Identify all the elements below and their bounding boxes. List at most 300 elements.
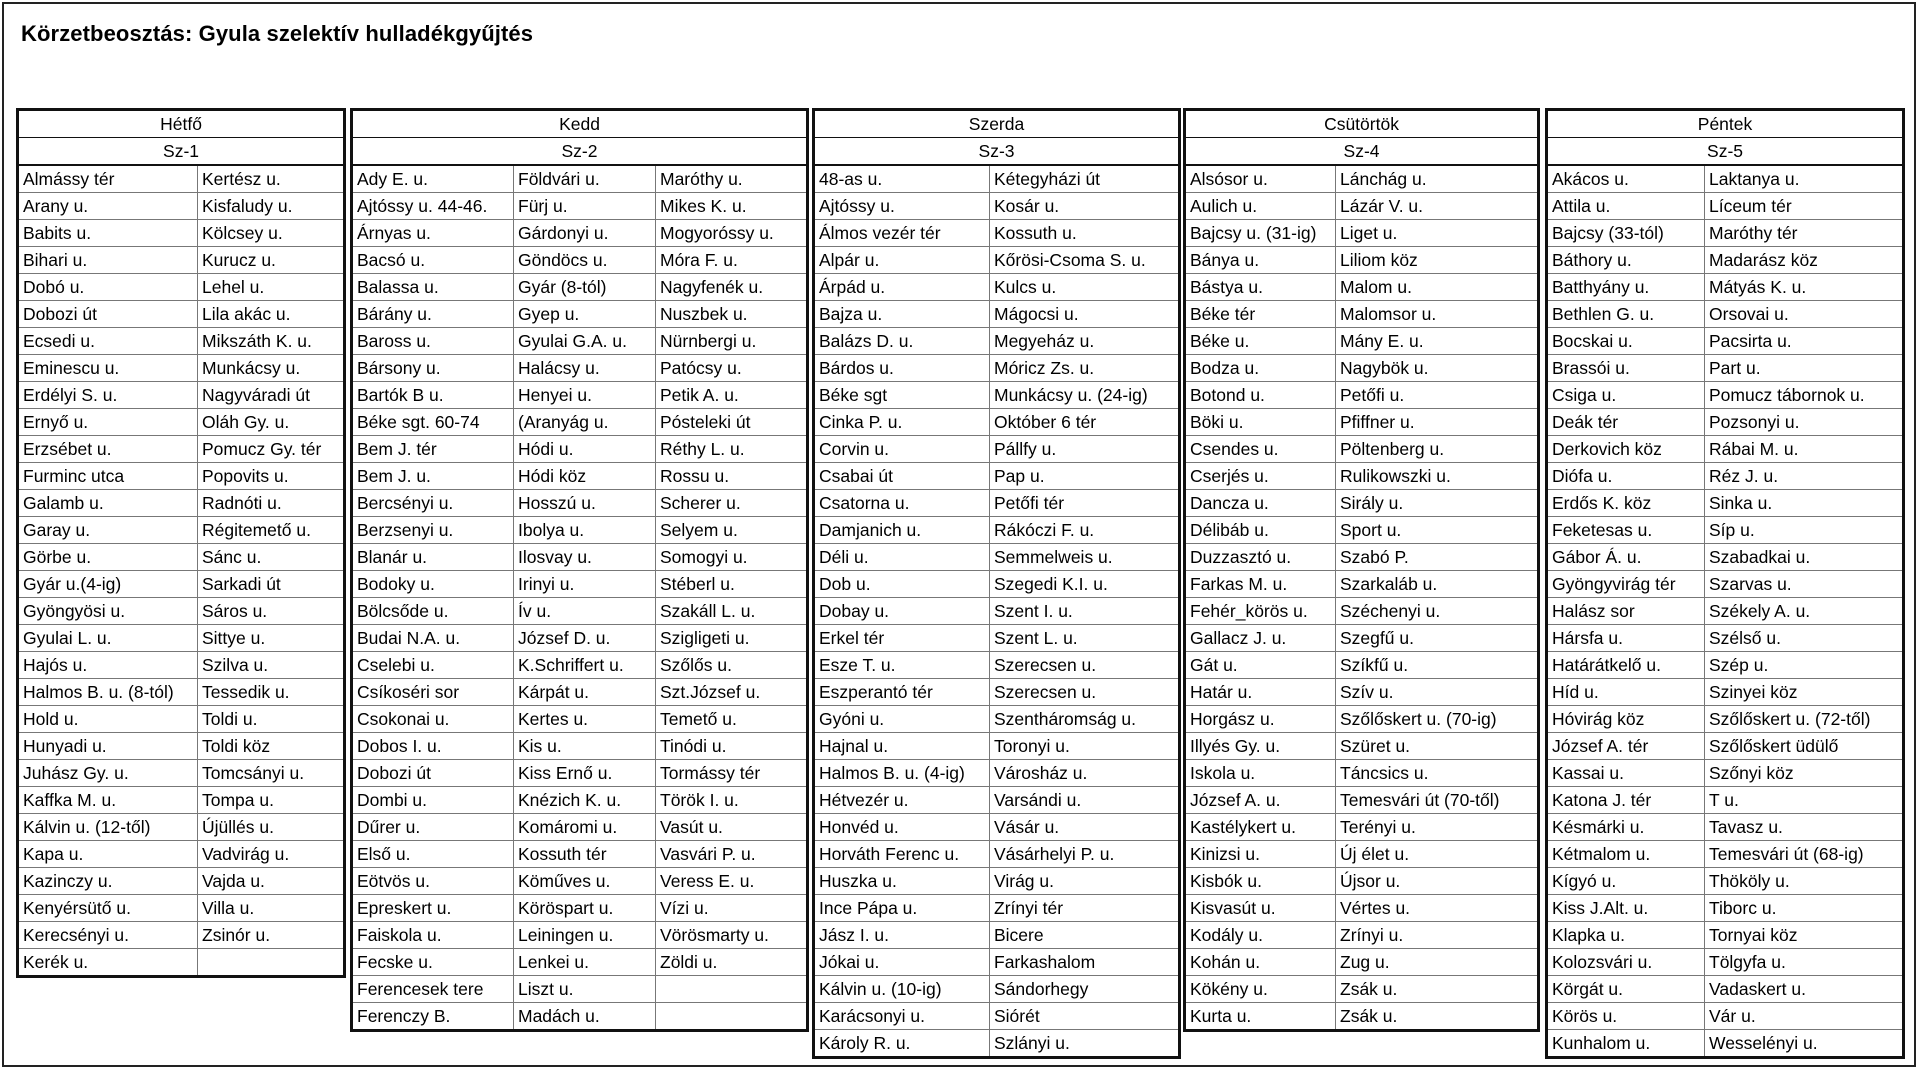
street-row [18,220,345,247]
street-cell: Honvéd u. [814,814,990,841]
street-row [1185,571,1539,598]
street-cell: Selyem u. [656,517,808,544]
street-row [1547,490,1904,517]
street-cell: Zsinór u. [198,922,345,949]
street-cell: Kiss J.Alt. u. [1547,895,1705,922]
street-row [1547,706,1904,733]
street-cell: Bocskai u. [1547,328,1705,355]
street-row [352,1003,808,1031]
street-row [18,814,345,841]
street-row [814,949,1180,976]
street-cell: Hársfa u. [1547,625,1705,652]
street-cell: Kígyó u. [1547,868,1705,895]
street-cell: Szőlőskert u. (70-ig) [1336,706,1539,733]
street-cell: Déli u. [814,544,990,571]
street-cell: Kinizsi u. [1185,841,1336,868]
day-header: Hétfő [18,110,345,138]
street-cell: Kárpát u. [514,679,656,706]
street-cell: Hosszú u. [514,490,656,517]
street-row [1547,976,1904,1003]
street-cell: Temesvári út (68-ig) [1705,841,1904,868]
street-cell: Csendes u. [1185,436,1336,463]
street-cell: Tornyai köz [1705,922,1904,949]
street-row [1547,301,1904,328]
day-table-hetfo [16,108,346,978]
street-row [1185,625,1539,652]
street-cell: Csiga u. [1547,382,1705,409]
street-cell: Kálvin u. (10-ig) [814,976,990,1003]
street-cell: Kossuth tér [514,841,656,868]
street-cell: Laktanya u. [1705,165,1904,193]
street-row [1547,895,1904,922]
street-cell: Temető u. [656,706,808,733]
street-cell: Madách u. [514,1003,656,1031]
street-cell: Kisbók u. [1185,868,1336,895]
street-row [352,787,808,814]
street-cell: Kulcs u. [990,274,1180,301]
street-row [814,301,1180,328]
street-cell: Juhász Gy. u. [18,760,198,787]
street-cell: Tormássy tér [656,760,808,787]
street-cell: Damjanich u. [814,517,990,544]
street-row [1547,463,1904,490]
street-row [18,625,345,652]
street-row [1547,247,1904,274]
street-row [814,976,1180,1003]
district-code: Sz-2 [352,138,808,166]
street-cell: Sinka u. [1705,490,1904,517]
street-cell: Lila akác u. [198,301,345,328]
street-cell: Dombi u. [352,787,514,814]
street-cell: Dobó u. [18,274,198,301]
street-cell: Mátyás K. u. [1705,274,1904,301]
street-row [1185,814,1539,841]
street-row [1185,490,1539,517]
street-row [18,841,345,868]
street-cell: Feketesas u. [1547,517,1705,544]
street-cell: Kertes u. [514,706,656,733]
street-cell: Huszka u. [814,868,990,895]
street-row [814,733,1180,760]
street-cell: Rossu u. [656,463,808,490]
street-cell: Dobozi út [352,760,514,787]
street-cell: Mány E. u. [1336,328,1539,355]
street-cell: Csokonai u. [352,706,514,733]
street-cell: Bárdos u. [814,355,990,382]
street-cell: Zöldi u. [656,949,808,976]
street-cell: Tölgyfa u. [1705,949,1904,976]
street-cell: Eszperantó tér [814,679,990,706]
street-cell: Lázár V. u. [1336,193,1539,220]
street-cell: Vértes u. [1336,895,1539,922]
street-row [1547,679,1904,706]
street-cell: József A. tér [1547,733,1705,760]
street-cell: Sarkadi út [198,571,345,598]
street-cell: Kurucz u. [198,247,345,274]
street-cell: Hold u. [18,706,198,733]
street-cell: Orsovai u. [1705,301,1904,328]
street-row [1185,463,1539,490]
street-cell: Cinka P. u. [814,409,990,436]
street-cell: Zsák u. [1336,976,1539,1003]
street-cell: Attila u. [1547,193,1705,220]
street-cell: K.Schriffert u. [514,652,656,679]
street-row [1547,355,1904,382]
street-row [814,652,1180,679]
street-cell: Báthory u. [1547,247,1705,274]
street-cell: Kohán u. [1185,949,1336,976]
street-cell: Csatorna u. [814,490,990,517]
street-row [352,760,808,787]
street-row [814,165,1180,193]
street-row [1185,1003,1539,1031]
street-row [18,409,345,436]
street-row [1185,679,1539,706]
street-cell: Tiborc u. [1705,895,1904,922]
street-cell [198,949,345,977]
street-cell: Kolozsvári u. [1547,949,1705,976]
street-cell: Fecske u. [352,949,514,976]
street-cell: Vásárhelyi P. u. [990,841,1180,868]
street-row [1185,544,1539,571]
street-cell: Szép u. [1705,652,1904,679]
street-row [814,328,1180,355]
day-header: Péntek [1547,110,1904,138]
street-cell: Horváth Ferenc u. [814,841,990,868]
street-row [18,760,345,787]
day-table-szerda [812,108,1181,1059]
street-cell: Kerecsényi u. [18,922,198,949]
street-cell: Göndöcs u. [514,247,656,274]
street-row [18,571,345,598]
street-cell: Hódi köz [514,463,656,490]
street-cell: Újsor u. [1336,868,1539,895]
street-row [1185,355,1539,382]
day-header: Szerda [814,110,1180,138]
street-cell: Baross u. [352,328,514,355]
street-cell: Határ u. [1185,679,1336,706]
street-cell: Vízi u. [656,895,808,922]
street-cell: Derkovich köz [1547,436,1705,463]
street-row [1185,976,1539,1003]
street-row [1185,193,1539,220]
street-cell: Ferencesek tere [352,976,514,1003]
street-cell: Blanár u. [352,544,514,571]
day-table-csutortok [1183,108,1540,1032]
street-row [18,895,345,922]
street-cell: Ady E. u. [352,165,514,193]
street-row [1547,382,1904,409]
day-table-pentek [1545,108,1905,1059]
street-cell: Ív u. [514,598,656,625]
street-cell: Galamb u. [18,490,198,517]
street-cell: Kálvin u. (12-től) [18,814,198,841]
street-row [352,463,808,490]
street-cell: Bacsó u. [352,247,514,274]
street-cell: Tinódi u. [656,733,808,760]
street-row [352,220,808,247]
street-row [352,733,808,760]
street-row [352,193,808,220]
street-cell: Mikszáth K. u. [198,328,345,355]
street-row [352,165,808,193]
street-cell: Popovits u. [198,463,345,490]
street-cell: Stéberl u. [656,571,808,598]
street-cell: (Aranyág u. [514,409,656,436]
street-row [352,652,808,679]
street-row [352,598,808,625]
street-cell: Szerecsen u. [990,679,1180,706]
street-row [1185,760,1539,787]
street-cell: Szabó P. [1336,544,1539,571]
street-cell: Délibáb u. [1185,517,1336,544]
street-row [18,328,345,355]
street-cell: Béke u. [1185,328,1336,355]
street-row [1547,409,1904,436]
street-cell: Bástya u. [1185,274,1336,301]
street-row [814,868,1180,895]
street-cell: Nagyváradi út [198,382,345,409]
street-cell: Cserjés u. [1185,463,1336,490]
street-cell: Dobozi út [18,301,198,328]
street-row [1547,544,1904,571]
street-row [18,490,345,517]
street-cell: Vadaskert u. [1705,976,1904,1003]
street-cell: Bársony u. [352,355,514,382]
street-row [814,490,1180,517]
street-row [18,463,345,490]
street-cell: Jókai u. [814,949,990,976]
street-cell: Knézich K. u. [514,787,656,814]
street-cell: Munkácsy u. (24-ig) [990,382,1180,409]
street-cell: Malomsor u. [1336,301,1539,328]
street-cell: József A. u. [1185,787,1336,814]
street-cell: Tompa u. [198,787,345,814]
street-row [1185,787,1539,814]
street-cell: Szent I. u. [990,598,1180,625]
day-table-kedd [350,108,809,1032]
street-cell: Batthyány u. [1547,274,1705,301]
street-cell: Mogyoróssy u. [656,220,808,247]
street-cell: Veress E. u. [656,868,808,895]
street-cell: Halácsy u. [514,355,656,382]
street-cell: Villa u. [198,895,345,922]
street-row [1547,787,1904,814]
street-cell: Kisfaludy u. [198,193,345,220]
street-cell: Fehér_körös u. [1185,598,1336,625]
street-cell: Akácos u. [1547,165,1705,193]
street-row [18,247,345,274]
street-cell: Csabai út [814,463,990,490]
street-cell: Esze T. u. [814,652,990,679]
street-cell: Vasút u. [656,814,808,841]
street-cell: Henyei u. [514,382,656,409]
street-cell: Kétegyházi út [990,165,1180,193]
street-cell: Duzzasztó u. [1185,544,1336,571]
street-row [18,922,345,949]
street-cell: Hunyadi u. [18,733,198,760]
street-row [814,193,1180,220]
street-cell: Régitemető u. [198,517,345,544]
street-cell: Szilva u. [198,652,345,679]
street-cell: Bem J. u. [352,463,514,490]
street-cell: Vadvirág u. [198,841,345,868]
street-row [18,436,345,463]
street-cell: Gyár (8-tól) [514,274,656,301]
street-row [1547,598,1904,625]
street-cell: Wesselényi u. [1705,1030,1904,1058]
street-row [352,571,808,598]
street-row [1185,733,1539,760]
street-row [18,868,345,895]
street-row [352,706,808,733]
street-cell: Halász sor [1547,598,1705,625]
street-cell: Szerecsen u. [990,652,1180,679]
street-cell: Deák tér [1547,409,1705,436]
street-cell: Nagybök u. [1336,355,1539,382]
street-cell: Széchenyi u. [1336,598,1539,625]
street-cell: Lehel u. [198,274,345,301]
street-cell: Corvin u. [814,436,990,463]
street-cell: Almássy tér [18,165,198,193]
street-row [18,274,345,301]
street-cell: Szent L. u. [990,625,1180,652]
street-cell: Vörösmarty u. [656,922,808,949]
street-row [352,679,808,706]
street-row [814,706,1180,733]
street-cell: Ecsedi u. [18,328,198,355]
street-cell: Szentháromság u. [990,706,1180,733]
street-cell: Radnóti u. [198,490,345,517]
street-cell: Bölcsőde u. [352,598,514,625]
street-row [1185,868,1539,895]
street-row [1547,625,1904,652]
street-row [1547,652,1904,679]
street-cell: Gárdonyi u. [514,220,656,247]
street-row [814,436,1180,463]
street-cell: Leiningen u. [514,922,656,949]
street-cell: Alsósor u. [1185,165,1336,193]
street-cell: Székely A. u. [1705,598,1904,625]
street-cell: Gyöngyösi u. [18,598,198,625]
street-cell: Táncsics u. [1336,760,1539,787]
street-cell: Gallacz J. u. [1185,625,1336,652]
street-cell: Kisvasút u. [1185,895,1336,922]
street-cell: Farkas M. u. [1185,571,1336,598]
street-row [814,787,1180,814]
street-cell: Virág u. [990,868,1180,895]
street-cell: Halmos B. u. (4-ig) [814,760,990,787]
street-cell: Csíkoséri sor [352,679,514,706]
street-cell: Vár u. [1705,1003,1904,1030]
street-cell: Temesvári út (70-től) [1336,787,1539,814]
street-cell: Pósteleki út [656,409,808,436]
street-cell [656,976,808,1003]
street-row [814,895,1180,922]
street-cell: Nuszbek u. [656,301,808,328]
street-cell: Bárány u. [352,301,514,328]
street-row [352,436,808,463]
street-cell: Kazinczy u. [18,868,198,895]
street-cell: Kosár u. [990,193,1180,220]
street-row [1547,274,1904,301]
street-cell: Karácsonyi u. [814,1003,990,1030]
street-row [814,841,1180,868]
street-cell: Erdélyi S. u. [18,382,198,409]
street-cell: Komáromi u. [514,814,656,841]
street-row [1185,274,1539,301]
street-cell: Oláh Gy. u. [198,409,345,436]
street-cell: Varsándi u. [990,787,1180,814]
street-cell: Szlányi u. [990,1030,1180,1058]
street-cell: Kőrösi-Csoma S. u. [990,247,1180,274]
street-cell: Diófa u. [1547,463,1705,490]
street-cell: Szív u. [1336,679,1539,706]
street-cell: Ajtóssy u. [814,193,990,220]
street-cell: Zug u. [1336,949,1539,976]
street-row [1547,165,1904,193]
street-cell: Béke sgt [814,382,990,409]
street-cell: Kis u. [514,733,656,760]
street-cell: Kastélykert u. [1185,814,1336,841]
street-cell: Munkácsy u. [198,355,345,382]
street-cell: Bodza u. [1185,355,1336,382]
street-cell: Tomcsányi u. [198,760,345,787]
street-cell: Brassói u. [1547,355,1705,382]
street-row [814,625,1180,652]
street-cell: Köröspart u. [514,895,656,922]
street-cell: Liszt u. [514,976,656,1003]
street-row [18,517,345,544]
street-cell: Szarkaláb u. [1336,571,1539,598]
street-row [352,949,808,976]
street-row [352,814,808,841]
street-cell: Szegfű u. [1336,625,1539,652]
street-cell: Pap u. [990,463,1180,490]
street-cell: Jász I. u. [814,922,990,949]
street-cell: Hóvirág köz [1547,706,1705,733]
street-cell: Sáros u. [198,598,345,625]
street-row [1185,922,1539,949]
street-cell: Erzsébet u. [18,436,198,463]
street-cell: Török I. u. [656,787,808,814]
street-row [814,814,1180,841]
street-cell: Bartók B u. [352,382,514,409]
district-code: Sz-5 [1547,138,1904,166]
street-cell: Ernyő u. [18,409,198,436]
district-code: Sz-1 [18,138,345,166]
street-cell: Farkashalom [990,949,1180,976]
street-row [1185,328,1539,355]
street-row [1185,436,1539,463]
street-cell: Sándorhegy [990,976,1180,1003]
street-row [352,868,808,895]
street-cell: Kodály u. [1185,922,1336,949]
street-cell: Városház u. [990,760,1180,787]
street-cell: Hajnal u. [814,733,990,760]
street-row [1547,193,1904,220]
street-row [18,382,345,409]
street-cell: Klapka u. [1547,922,1705,949]
street-cell: Hódi u. [514,436,656,463]
street-row [18,193,345,220]
street-cell: Bethlen G. u. [1547,301,1705,328]
street-cell: Lánchág u. [1336,165,1539,193]
street-row [1185,301,1539,328]
street-cell: Gyár u.(4-ig) [18,571,198,598]
street-row [814,382,1180,409]
street-cell: Réthy L. u. [656,436,808,463]
